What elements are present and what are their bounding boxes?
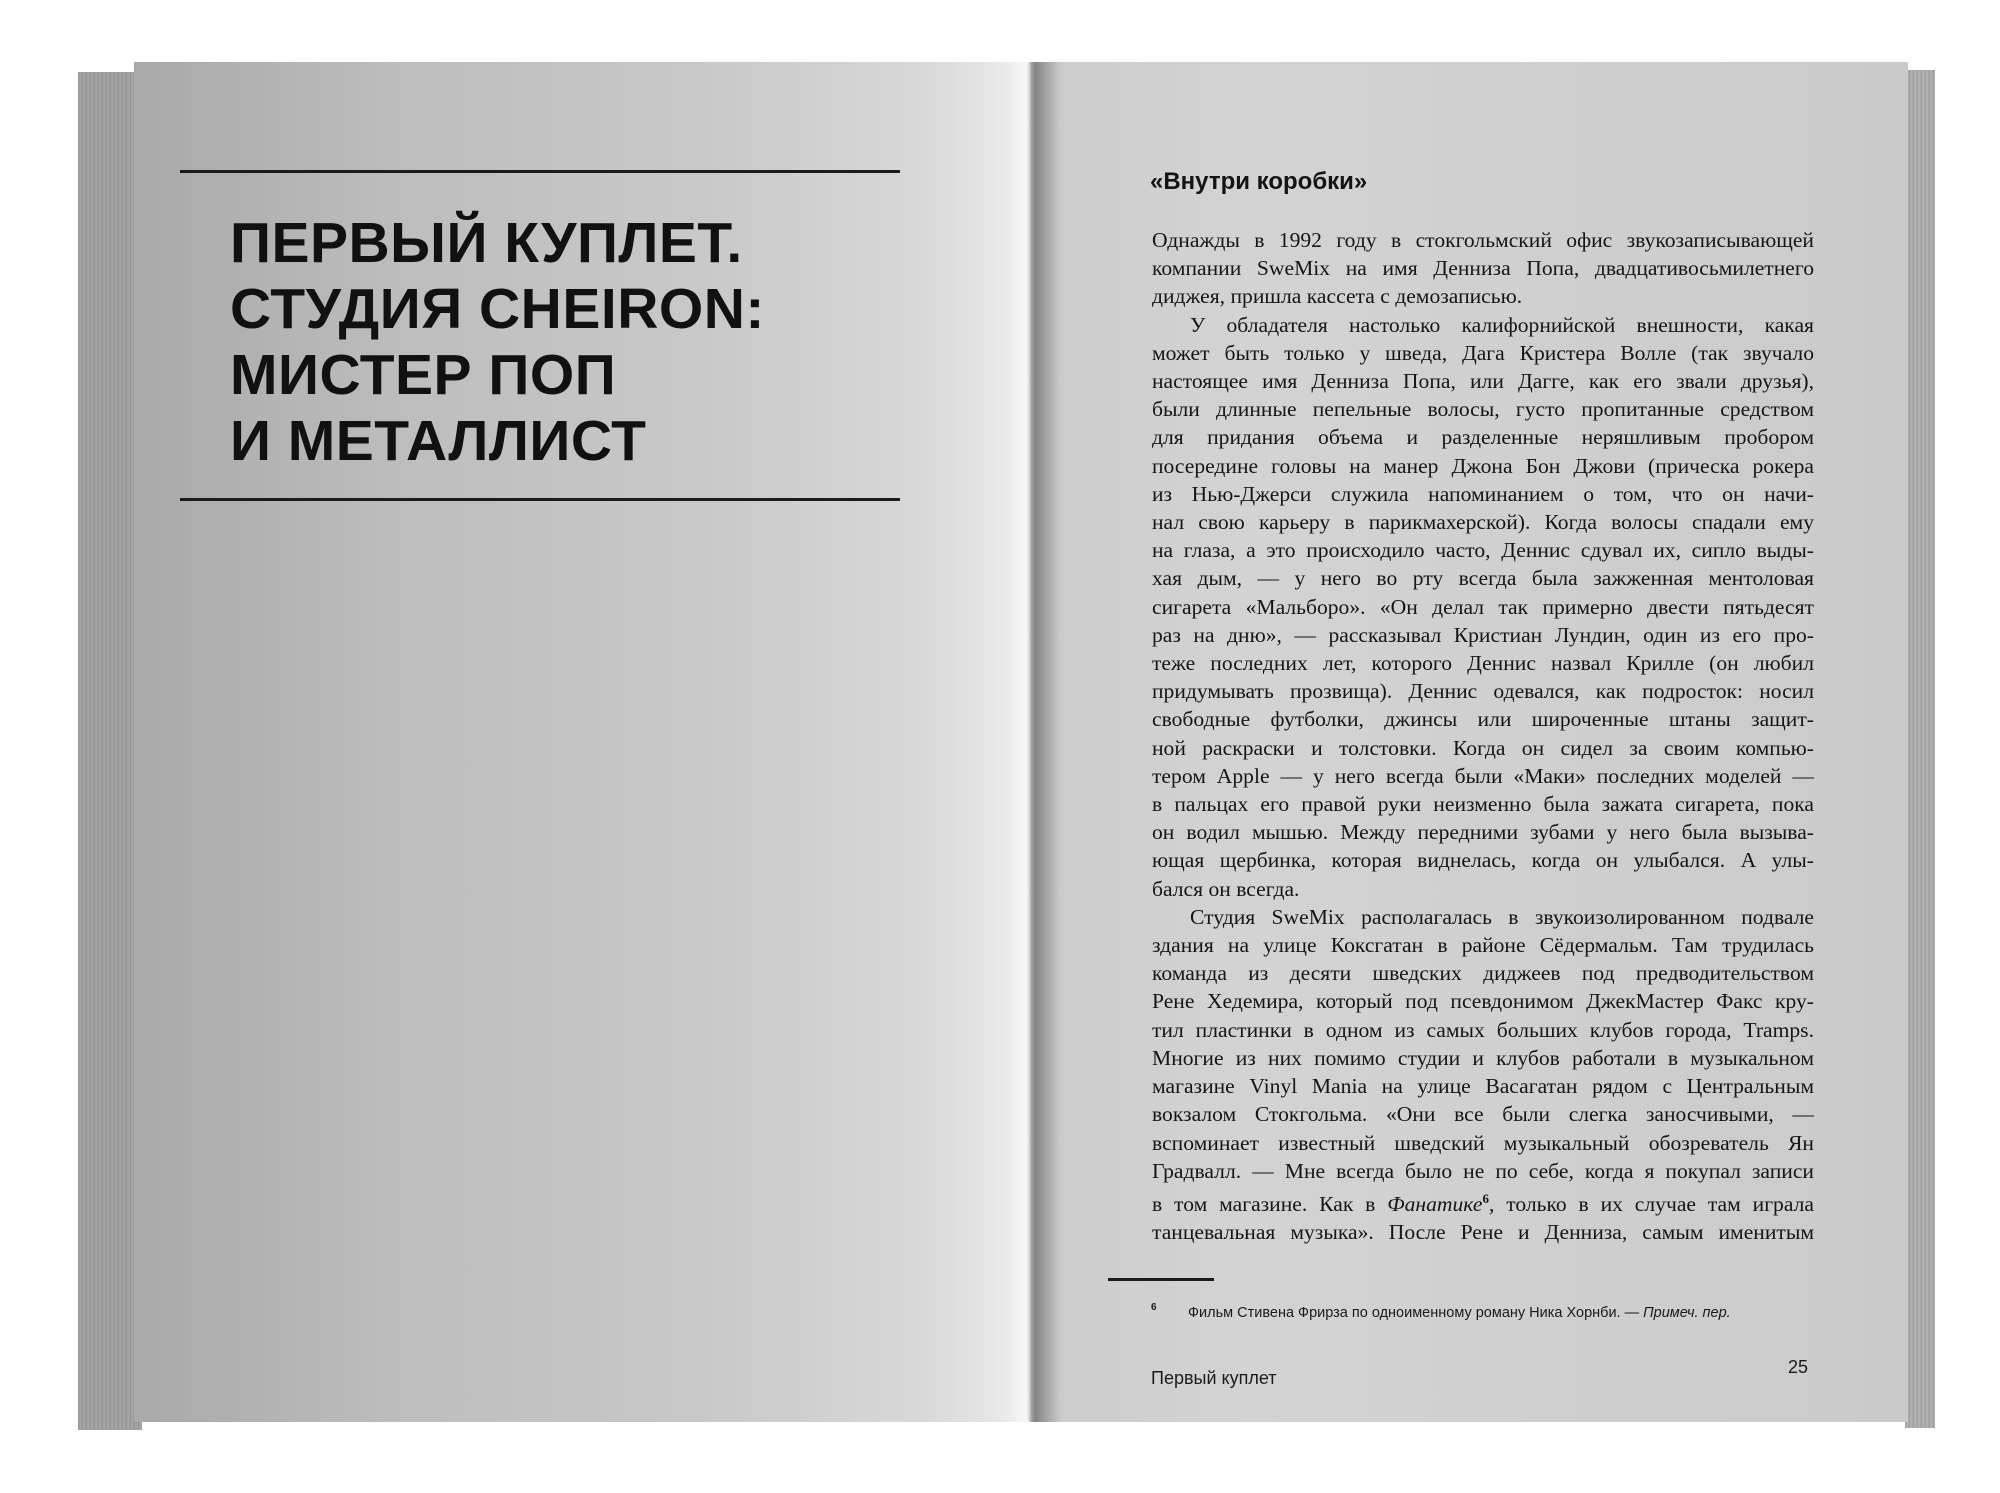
text-run: в том магазине. Как в (1152, 1192, 1388, 1217)
book-gutter (1004, 62, 1060, 1422)
footnote-mark: 6 (1151, 1302, 1157, 1313)
body-line: в пальцах его правой руки неизменно была зажата сигарета, пока (1152, 792, 1814, 817)
body-line: вокзалом Стокгольма. «Они все были слегка заносчивыми, — (1152, 1102, 1814, 1127)
body-line: были длинные пепельные волосы, густо пропитанные средством (1152, 397, 1814, 422)
running-head: Первый куплет (1151, 1368, 1277, 1388)
page-edges-left (78, 72, 142, 1430)
body-line: бался он всегда. (1152, 876, 1300, 901)
body-line: Градвалл. — Мне всегда было не по себе, когда я покупал записи (1152, 1158, 1814, 1183)
body-line: компании SweMix на имя Денниза Попа, двадцативосьмилетнего (1152, 256, 1814, 281)
section-heading: «Внутри коробки» (1150, 168, 1368, 195)
body-line: тером Apple — у него всегда были «Маки» последних моделей — (1152, 763, 1814, 788)
footnote-rule (1108, 1278, 1214, 1281)
body-line: ной раскраски и толстовки. Когда он сидел за своим компью- (1152, 735, 1814, 760)
footnote-body: Фильм Стивена Фрирза по одноименному роману Ника Хорнби. — (1188, 1305, 1644, 1321)
body-line-with-footnote-ref (1152, 1185, 1814, 1218)
body-line: Рене Хедемира, который под псевдонимом ДжекМастер Факс кру- (1152, 989, 1814, 1014)
title-rule-top (180, 170, 900, 173)
page-number: 25 (1788, 1357, 1809, 1377)
footnote-note: Примеч. пер. (1643, 1305, 1731, 1321)
body-line: хая дым, — у него во рту всегда была зажженная ментоловая (1152, 566, 1814, 591)
body-line: на глаза, а это происходило часто, Деннис сдувал их, сипло выды- (1152, 538, 1814, 563)
body-line: здания на улице Коксгатан в районе Сёдермальм. Там трудилась (1152, 933, 1814, 958)
body-line: придумывать прозвища). Деннис одевался, как подросток: носил (1152, 679, 1814, 704)
body-line: свободные футболки, джинсы или широченные штаны защит- (1152, 707, 1814, 732)
body-line: вспоминает известный шведский музыкальный обозреватель Ян (1152, 1130, 1814, 1155)
body-line: ющая щербинка, которая виднелась, когда он улыбался. А улы- (1152, 848, 1814, 873)
chapter-title-line: МИСТЕР ПОП (230, 343, 617, 407)
chapter-title (230, 210, 890, 474)
footnote-reference: 6 (1482, 1190, 1489, 1206)
body-line: магазине Vinyl Mania на улице Васагатан рядом с Центральным (1152, 1074, 1814, 1099)
title-rule-bottom (180, 498, 900, 501)
body-line: Однажды в 1992 году в стокгольмский офис звукозаписывающей (1152, 228, 1814, 252)
chapter-title-line: И МЕТАЛЛИСТ (230, 409, 647, 473)
body-line: танцевальная музыка». После Рене и Денниза, самым именитым (1152, 1220, 1814, 1245)
chapter-title-line: ПЕРВЫЙ КУПЛЕТ. (230, 211, 743, 275)
text-run: , только в их случае там играла (1488, 1192, 1814, 1217)
body-line: посередине головы на манер Джона Бон Джови (прическа рокера (1152, 453, 1814, 478)
body-line: настоящее имя Денниза Попа, или Дагге, как его звали друзья), (1152, 369, 1814, 394)
body-line: для придания объема и разделенные неряшливым пробором (1152, 425, 1814, 450)
body-line: Многие из них помимо студии и клубов работали в музыкальном (1152, 1045, 1814, 1070)
body-line: раз на дню», — рассказывал Кристиан Лундин, один из его про- (1152, 622, 1814, 647)
footnote-text (1188, 1305, 1731, 1321)
body-line: диджея, пришла кассета с демозаписью. (1152, 284, 1523, 309)
body-line: теже последних лет, которого Деннис назвал Крилле (он любил (1152, 651, 1814, 676)
body-text (1152, 226, 1814, 1247)
body-line: может быть только у шведа, Дага Кристера Волле (так звучало (1152, 340, 1814, 365)
chapter-title-line: СТУДИЯ CHEIRON: (230, 277, 765, 341)
body-line: нал свою карьеру в парикмахерской). Когда волосы спадали ему (1152, 510, 1814, 535)
body-line: команда из десяти шведских диджеев под предводительством (1152, 961, 1814, 986)
body-line: сигарета «Мальборо». «Он делал так примерно двести пятьдесят (1152, 594, 1814, 619)
film-title: Фанатике (1387, 1192, 1483, 1217)
page-edges-right (1905, 70, 1935, 1428)
body-line: из Нью-Джерси служила напоминанием о том, что он начи- (1152, 481, 1814, 506)
body-line: тил пластинки в одном из самых больших клубов города, Tramps. (1152, 1017, 1814, 1042)
body-line: он водил мышью. Между передними зубами у него была вызыва- (1152, 820, 1814, 845)
body-line: У обладателя настолько калифорнийской внешности, какая (1190, 312, 1814, 337)
body-line: Студия SweMix располагалась в звукоизолированном подвале (1190, 904, 1814, 929)
